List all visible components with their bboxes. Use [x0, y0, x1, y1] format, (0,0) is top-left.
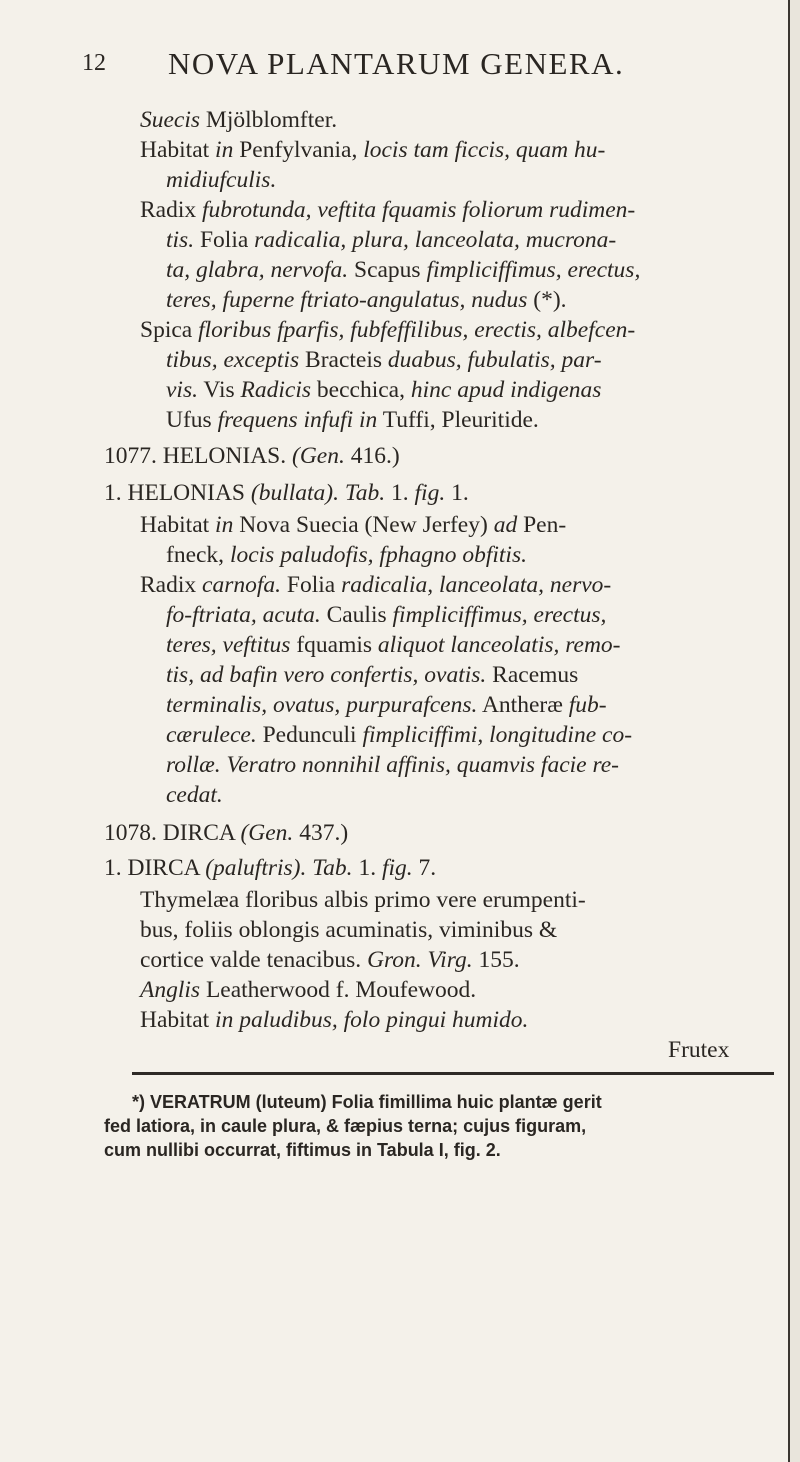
text-line: rollæ. Veratro nonnihil affinis, quamvis facie re-: [166, 752, 620, 778]
text-line: Habitat in paludibus, folo pingui humido.: [140, 1007, 529, 1033]
genus-heading: 1077. HELONIAS. (Gen. 416.): [104, 443, 400, 469]
footnote-rule: [132, 1072, 774, 1075]
text-line: teres, veftitus fquamis aliquot lanceolatis, remo-: [166, 632, 621, 658]
species-heading: 1. DIRCA (paluftris). Tab. 1. fig. 7.: [104, 855, 437, 881]
text-line: Radix carnofa. Folia radicalia, lanceolata, nervo-: [140, 572, 612, 598]
text-line: teres, fuperne ftriato-angulatus, nudus (*).: [166, 287, 567, 313]
text-line: Anglis Leatherwood f. Moufewood.: [140, 977, 477, 1003]
page-edge-shadow: [790, 0, 800, 1462]
species-heading: 1. HELONIAS (bullata). Tab. 1. fig. 1.: [104, 480, 469, 506]
text-line: Habitat in Penfylvania, locis tam ficcis, quam hu-: [140, 137, 606, 163]
text-line: fneck, locis paludofis, fphagno obfitis.: [166, 542, 527, 568]
text-line: tis. Folia radicalia, plura, lanceolata, mucrona-: [166, 227, 617, 253]
running-title: NOVA PLANTARUM GENERA.: [168, 46, 625, 81]
text-line: Suecis Mjölblomfter.: [140, 107, 338, 133]
catchword: Frutex: [668, 1037, 730, 1063]
text-line: vis. Vis Radicis becchica, hinc apud indigenas: [166, 377, 602, 403]
text-line: fo-ftriata, acuta. Caulis fimpliciffimus, erectus,: [166, 602, 607, 628]
text-line: Thymelæa floribus albis primo vere erumpenti-: [140, 887, 586, 913]
text-line: terminalis, ovatus, purpurafcens. Antheræ fub-: [166, 692, 607, 718]
footnote-line: cum nullibi occurrat, fiftimus in Tabula I, fig. 2.: [104, 1140, 501, 1160]
genus-heading: 1078. DIRCA (Gen. 437.): [104, 820, 349, 846]
text-line: Radix fubrotunda, veftita fquamis foliorum rudimen-: [140, 197, 636, 223]
footnote-line: *) VERATRUM (luteum) Folia fimillima huic plantæ gerit: [132, 1092, 602, 1112]
text-line: cortice valde tenacibus. Gron. Virg. 155.: [140, 947, 520, 973]
text-line: tis, ad bafin vero confertis, ovatis. Racemus: [166, 662, 579, 688]
page-number: 12: [82, 50, 106, 76]
text-line: Habitat in Nova Suecia (New Jerfey) ad Pen-: [140, 512, 567, 538]
text-line: midiufculis.: [166, 167, 277, 193]
page-edge: [788, 0, 790, 1462]
text-line: ta, glabra, nervofa. Scapus fimpliciffimus, erectus,: [166, 257, 641, 283]
text-line: tibus, exceptis Bracteis duabus, fubulatis, par-: [166, 347, 602, 373]
footnote-line: fed latiora, in caule plura, & fæpius terna; cujus figuram,: [104, 1116, 587, 1136]
page-header: [72, 46, 672, 86]
text-line: bus, foliis oblongis acuminatis, viminibus &: [140, 917, 558, 943]
text-line: Ufus frequens infufi in Tuffi, Pleuritide.: [166, 407, 539, 433]
text-line: Spica floribus fparfis, fubfeffilibus, erectis, albefcen-: [140, 317, 636, 343]
text-line: cærulece. Pedunculi fimpliciffimi, longitudine co-: [166, 722, 633, 748]
text-line: cedat.: [166, 782, 223, 808]
